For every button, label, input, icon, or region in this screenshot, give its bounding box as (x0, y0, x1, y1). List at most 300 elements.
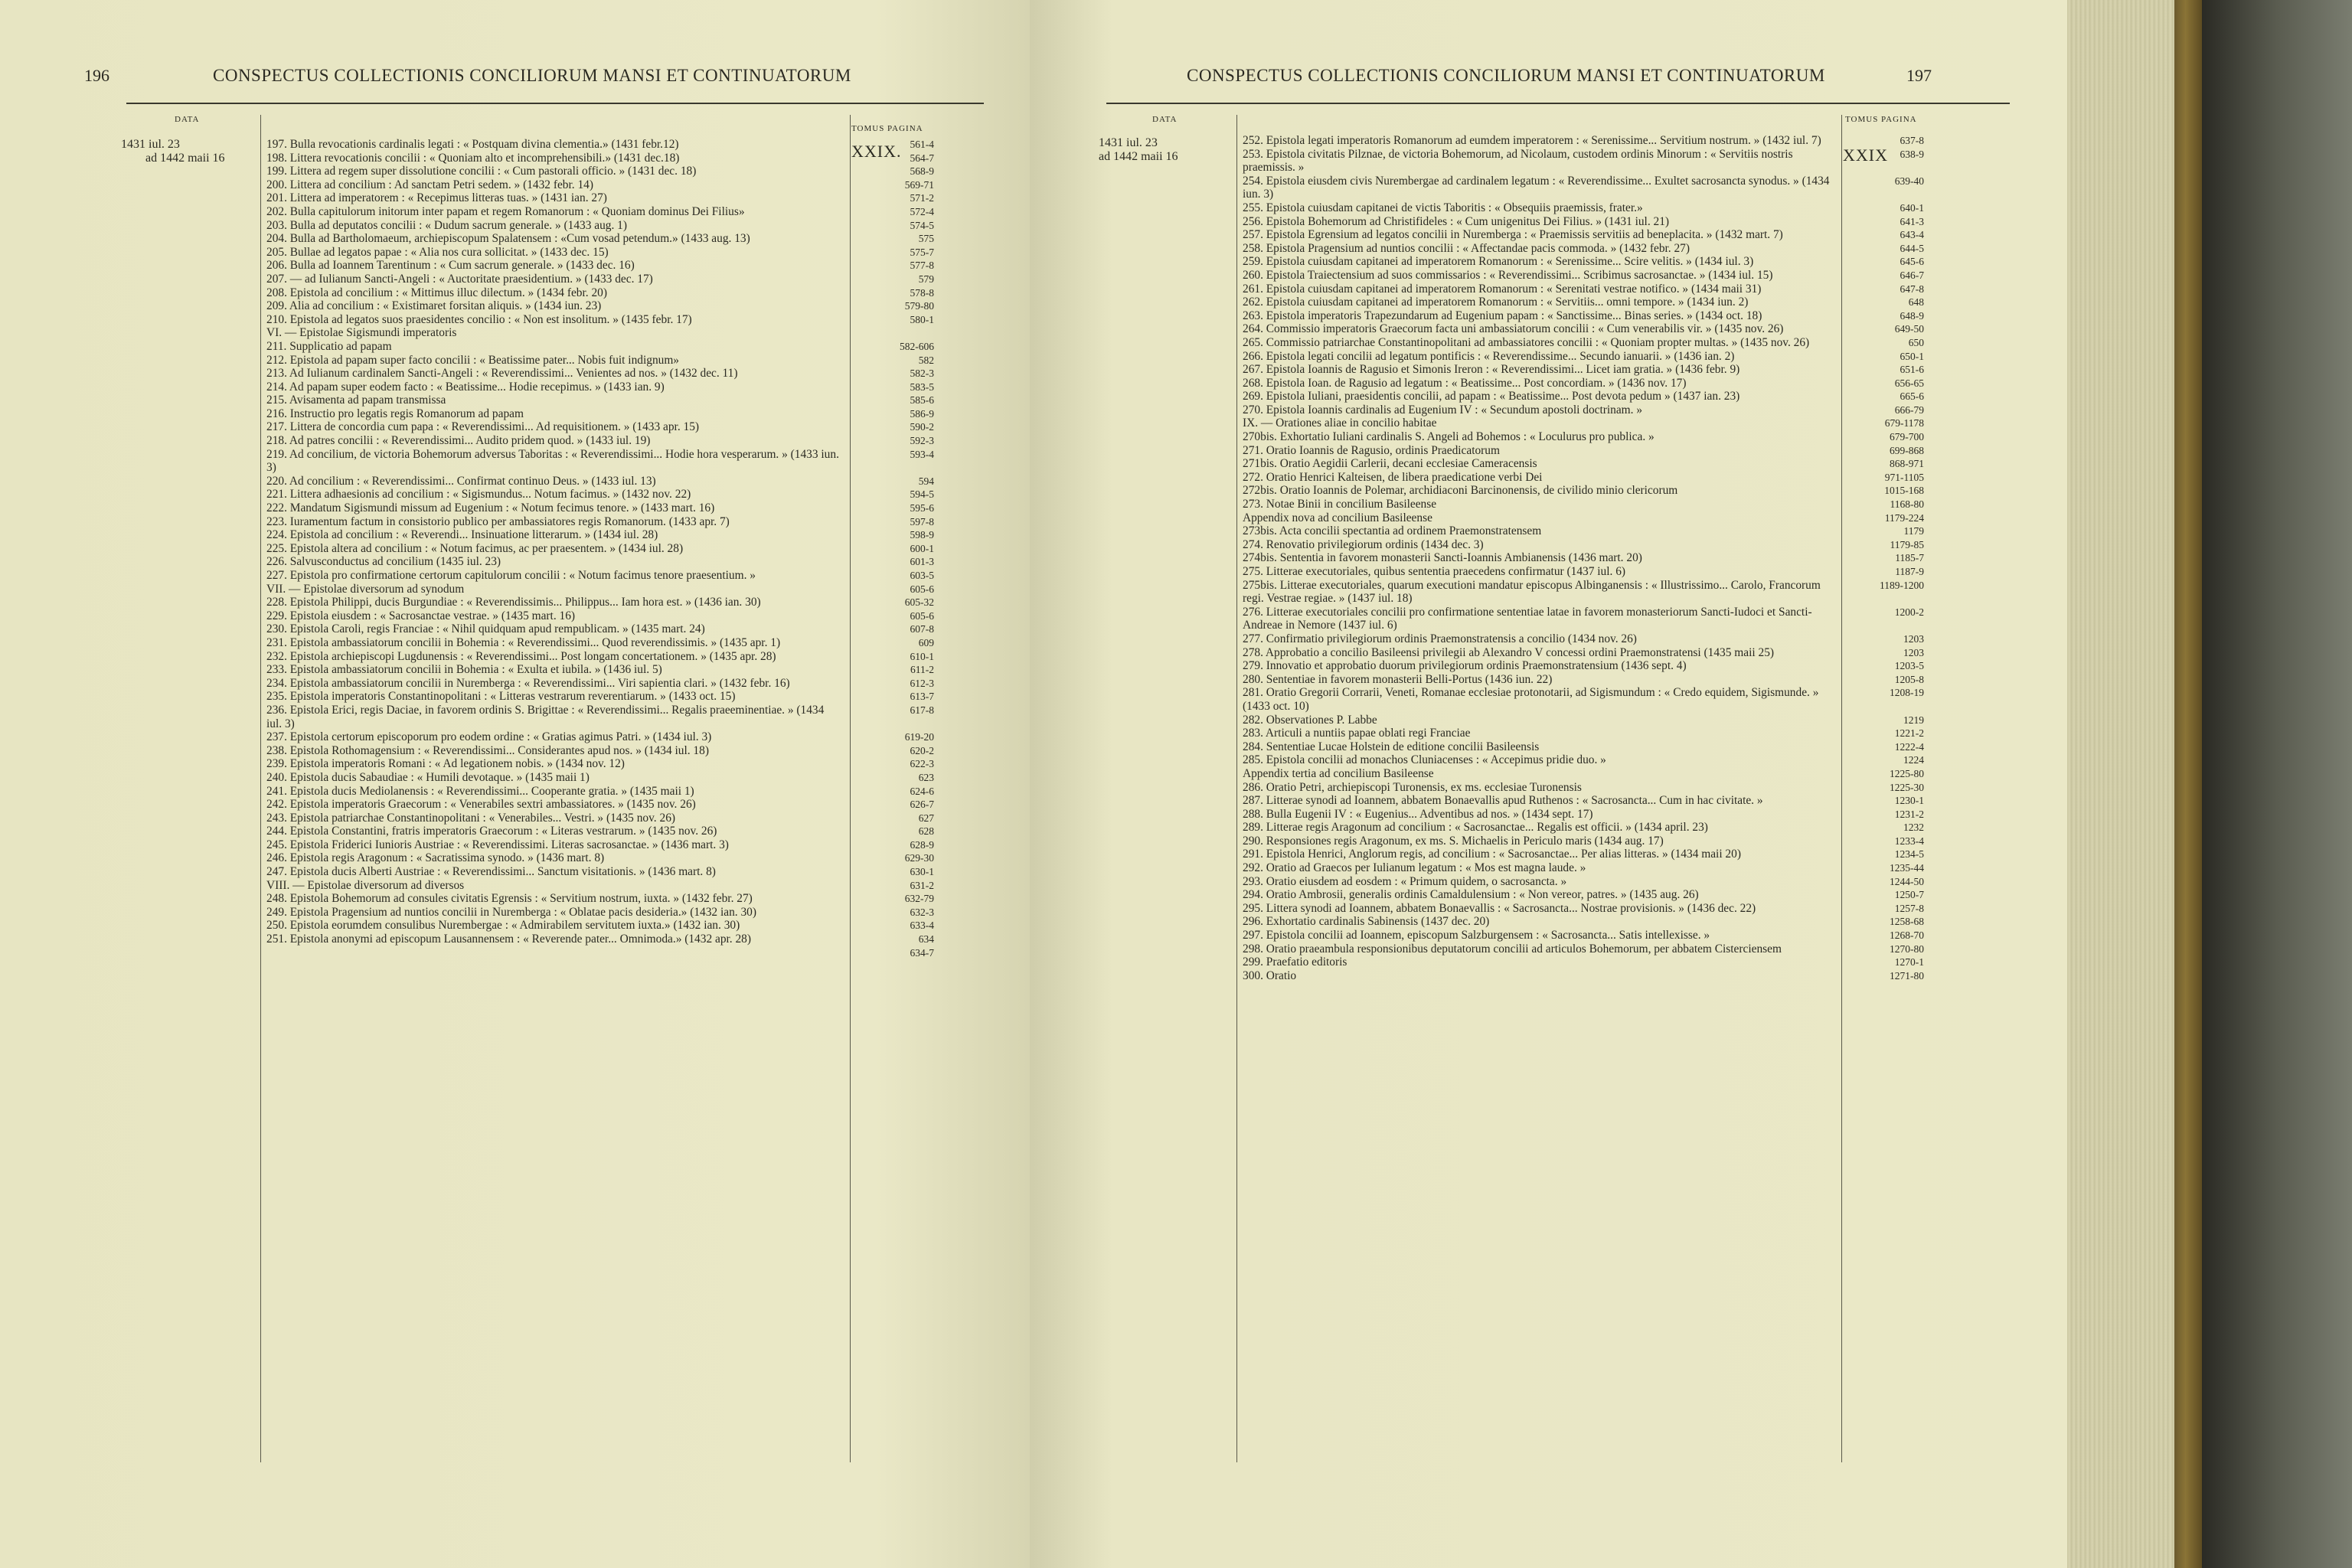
entry-text: 251. Epistola anonymi ad episcopum Lausannensem : « Reverende pater... Omnimoda.» (1432 apr. 28) (266, 933, 752, 946)
catalog-entry (1243, 929, 1924, 942)
entry-page-ref: 561-4 (910, 139, 934, 150)
catalog-entry (1243, 659, 1924, 673)
entry-page-ref: 571-2 (910, 192, 934, 204)
entry-page-ref: 1270-80 (1890, 942, 1924, 955)
entry-page-ref: 568-9 (910, 165, 934, 178)
catalog-entry (1243, 309, 1924, 323)
entry-text: 206. Bulla ad Ioannem Tarentinum : « Cum sacrum generale. » (1433 dec. 16) (266, 259, 635, 273)
entry-page-ref: 626-7 (910, 799, 934, 811)
catalog-entry (266, 838, 934, 852)
entry-text: 217. Littera de concordia cum papa : « Reverendissimi... Ad requisitionem. » (1433 apr. 15) (266, 420, 700, 434)
entry-text: 208. Epistola ad concilium : « Mittimus illuc dilectum. » (1434 febr. 20) (266, 286, 607, 299)
entry-page-ref: 644-5 (1900, 242, 1924, 254)
catalog-entry (1243, 214, 1924, 229)
left-running-title: CONSPECTUS COLLECTIONIS CONCILIORUM MANSI ET CONTINUATORUM (213, 66, 851, 85)
entry-text: IX. — Orationes aliae in concilio habitae (1243, 416, 1437, 430)
entry-page-ref: 605-6 (910, 583, 934, 595)
catalog-entry (1243, 134, 1924, 148)
entry-text: 203. Bulla ad deputatos concilii : « Dudum sacrum generale. » (1433 aug. 1) (266, 218, 628, 232)
entry-page-ref: 597-8 (910, 515, 934, 528)
entry-page-ref: 1225-30 (1890, 781, 1924, 793)
catalog-entry (266, 353, 934, 368)
entry-page-ref: 582-606 (900, 340, 934, 352)
entry-page-ref: 592-3 (910, 435, 934, 447)
catalog-entry (266, 394, 934, 407)
entry-text: 205. Bullae ad legatos papae : « Alia nos cura sollicitat. » (1433 dec. 15) (266, 245, 609, 259)
catalog-entry (266, 488, 934, 501)
left-column-divider (260, 115, 261, 1462)
left-page-number: 196 (84, 66, 109, 85)
catalog-entry (1243, 296, 1924, 309)
catalog-entry (1243, 457, 1924, 471)
entry-page-ref: 572-4 (910, 205, 934, 217)
entry-page-ref: 648-9 (1900, 309, 1924, 322)
right-running-title: CONSPECTUS COLLECTIONIS CONCILIORUM MANSI ET CONTINUATORUM (1187, 66, 1825, 85)
entry-page-ref: 1179-224 (1884, 511, 1924, 524)
entry-text: 275bis. Litterae executoriales, quarum executioni mandatur episcopus Albinganensis : « Illustrissimo... Carolo, Francorum regi. Vestrae regiae. » (1437 iul. 18) (1243, 578, 1821, 606)
entry-text: 233. Epistola ambassiatorum concilii in Bohemia : « Exulta et iubila. » (1436 iul. 5) (266, 663, 662, 677)
entry-page-ref: 575 (918, 233, 934, 245)
entry-page-ref: 593-4 (910, 448, 934, 460)
catalog-entry (1243, 861, 1924, 875)
entry-page-ref: 634 (918, 933, 934, 946)
catalog-entry (1243, 376, 1924, 390)
entry-text: 221. Littera adhaesionis ad concilium : « Sigismundus... Notum facimus. » (1432 nov. 22) (266, 488, 691, 501)
entry-page-ref: 643-4 (1900, 229, 1924, 241)
entry-page-ref: 646-7 (1900, 269, 1924, 281)
entry-page-ref: 640-1 (1900, 201, 1924, 214)
entry-page-ref: 577-8 (910, 260, 934, 272)
catalog-entry (1243, 686, 1924, 713)
entry-page-ref: 630-1 (910, 866, 934, 878)
entry-page-ref: 628-9 (910, 838, 934, 851)
catalog-entry (266, 919, 934, 933)
catalog-entry (1243, 942, 1924, 956)
catalog-entry (1243, 201, 1924, 215)
entry-page-ref: 619-20 (904, 731, 934, 743)
entry-text: 274. Renovatio privilegiorum ordinis (1434 dec. 3) (1243, 537, 1484, 551)
entry-text: 270bis. Exhortatio Iuliani cardinalis S. Angeli ad Bohemos : « Loculurus pro publica. » (1243, 430, 1655, 444)
left-header-rule (126, 103, 984, 104)
entry-page-ref: 647-8 (1900, 283, 1924, 295)
entry-page-ref: 1233-4 (1894, 835, 1924, 847)
entry-text: 284. Sententiae Lucae Holstein de editione concilii Basileensis (1243, 740, 1540, 753)
entry-page-ref: 1185-7 (1895, 552, 1924, 564)
entry-text: 249. Epistola Pragensium ad nuntios concilii in Nuremberga : « Oblatae pacis desideria.» (1432 ian. 30) (266, 905, 756, 919)
catalog-entry (1243, 268, 1924, 283)
entry-page-ref: 605-6 (910, 609, 934, 622)
catalog-entry (266, 407, 934, 421)
entry-page-ref: 1189-1200 (1880, 579, 1924, 591)
left-col-data-heading: DATA (175, 115, 200, 124)
right-tome: XXIX (1843, 145, 1888, 165)
entry-page-ref: 617-8 (910, 704, 934, 716)
catalog-entry (266, 447, 934, 475)
entry-text: 237. Epistola certorum episcoporum pro eodem ordine : « Gratias agimus Patri. » (1434 iul. 3) (266, 730, 712, 744)
entry-text: 228. Epistola Philippi, ducis Burgundiae : « Reverendissimis... Philippus... Iam hora est. » (1436 ian. 30) (266, 596, 761, 609)
catalog-entry (266, 218, 934, 233)
entry-page-ref: 971-1105 (1884, 471, 1924, 483)
entry-text: 218. Ad patres concilii : « Reverendissimi... Audito pridem quod. » (1433 iul. 19) (266, 434, 651, 448)
catalog-entry (266, 165, 934, 178)
entry-text: 293. Oratio eiusdem ad eosdem : « Primum quidem, o sacrosancta. » (1243, 874, 1567, 888)
right-date-from: 1431 iul. 23 (1099, 136, 1158, 149)
entry-text: 274bis. Sententia in favorem monasterii Sancti-Ioannis Ambianensis (1436 mart. 20) (1243, 551, 1642, 565)
entry-text: 270. Epistola Ioannis cardinalis ad Eugenium IV : « Secundum apostoli doctrinam. » (1243, 403, 1643, 416)
right-column-divider (1236, 115, 1237, 1462)
right-col-tomus-heading: TOMUS PAGINA (1845, 115, 1917, 124)
entry-page-ref: 1203 (1903, 646, 1924, 658)
entry-page-ref: 624-6 (910, 785, 934, 797)
catalog-entry (1243, 605, 1924, 632)
catalog-entry (266, 528, 934, 542)
entry-text: 229. Epistola eiusdem : « Sacrosanctae vestrae. » (1435 mart. 16) (266, 609, 576, 622)
entry-text: 276. Litterae executoriales concilii pro confirmatione sententiae latae in favorem monasteriorum Sancti-Iudoci et Sancti-Andreae in Nemore (1437 iul. 6) (1243, 605, 1812, 632)
entry-text: 222. Mandatum Sigismundi missum ad Eugenium : « Notum fecimus tenore. » (1433 mart. 16) (266, 501, 715, 515)
catalog-entry (1243, 780, 1924, 795)
entry-text: 248. Epistola Bohemorum ad consules civitatis Egrensis : « Servitium nostrum, iuxta. » (1432 febr. 27) (266, 892, 753, 906)
entry-text: 198. Littera revocationis concilii : « Quoniam alto et incomprehensibili.» (1431 dec.18) (266, 151, 680, 165)
catalog-entry (266, 514, 934, 529)
entry-text: 223. Iuramentum factum in consistorio publico per ambassiatores regis Romanorum. (1433 apr. 7) (266, 514, 730, 528)
entry-text: VI. — Epistolae Sigismundi imperatoris (266, 326, 457, 340)
catalog-entry (1243, 632, 1924, 646)
entry-text: 281. Oratio Gregorii Corrarii, Veneti, Romanae ecclesiae protonotarii, ad Sigismundum : « Credo equidem, Sigismunde. » (1433 oct. 10) (1243, 686, 1819, 713)
entry-page-ref: 1200-2 (1894, 606, 1924, 618)
entry-text: 259. Epistola cuiusdam capitanei ad imperatorem Romanorum : « Serenissime... Scire velitis. » (1434 iul. 3) (1243, 255, 1754, 269)
catalog-entry (266, 933, 934, 946)
entry-text: 298. Oratio praeambula responsionibus deputatorum concilii ad articulos Bohemorum, per abbatem Cisterciensem (1243, 942, 1782, 956)
entry-page-ref: 579 (918, 273, 934, 285)
entry-text: 225. Epistola altera ad concilium : « Notum facimus, ac per praesentem. » (1434 iul. 28) (266, 541, 684, 555)
entry-page-ref: 622-3 (910, 758, 934, 770)
catalog-entry (266, 825, 934, 838)
entry-text: 197. Bulla revocationis cardinalis legati : « Postquam divina clementia.» (1431 febr.12) (266, 138, 679, 151)
entry-text: 245. Epistola Friderici Iunioris Austriae : « Reverendissimi. Literas sacrosanctae. » (1436 mart. 3) (266, 838, 729, 851)
catalog-entry (1243, 753, 1924, 767)
entry-page-ref: 595-6 (910, 502, 934, 514)
right-date-to: ad 1442 maii 16 (1099, 150, 1178, 163)
entry-text: 214. Ad papam super eodem facto : « Beatissime... Hodie recepimus. » (1433 ian. 9) (266, 380, 665, 394)
catalog-entry (266, 367, 934, 381)
entry-text: 204. Bulla ad Bartholomaeum, archiepiscopum Spalatensem : «Cum vosad petendum.» (1433 aug. 13) (266, 232, 750, 246)
entry-page-ref: 699-868 (1890, 444, 1924, 456)
entry-text: 219. Ad concilium, de victoria Bohemorum adversus Taboritas : « Reverendissimi... Hodie hora vesperarum. » (1433 iun. 3) (266, 447, 839, 475)
entry-page-ref: 574-5 (910, 219, 934, 231)
catalog-entry (1243, 888, 1924, 902)
entry-text: 279. Innovatio et approbatio duorum privilegiorum ordinis Praemonstratensium (1436 sept. 4) (1243, 659, 1687, 673)
catalog-entry (266, 690, 934, 704)
entry-text: 201. Littera ad imperatorem : « Recepimus litteras tuas. » (1431 ian. 27) (266, 191, 607, 205)
catalog-entry (266, 892, 934, 906)
catalog-entry (1243, 335, 1924, 350)
catalog-entry (266, 743, 934, 758)
entry-page-ref: 1168-80 (1890, 498, 1924, 511)
entry-text: 211. Supplicatio ad papam (266, 339, 392, 353)
entry-text: 261. Epistola cuiusdam capitanei ad imperatorem Romanorum : « Serenitati vestrae notifico. » (1434 maii 31) (1243, 282, 1762, 296)
catalog-entry (266, 339, 934, 354)
catalog-entry (1243, 565, 1924, 579)
entry-page-ref: 1221-2 (1894, 727, 1924, 740)
catalog-entry (266, 434, 934, 448)
entry-text: 226. Salvusconductus ad concilium (1435 iul. 23) (266, 555, 501, 569)
entry-page-ref: 1015-168 (1884, 485, 1924, 497)
catalog-entry (266, 541, 934, 556)
catalog-entry (1243, 713, 1924, 727)
entry-page-ref: 649-50 (1894, 323, 1924, 335)
catalog-entry (1243, 848, 1924, 861)
right-page (1030, 0, 2067, 1568)
entry-text: 235. Epistola imperatoris Constantinopolitani : « Litteras vestrarum reverentiarum. » (1433 oct. 15) (266, 690, 736, 704)
entry-text: 283. Articuli a nuntiis papae oblati regi Franciae (1243, 727, 1471, 740)
catalog-entry (1243, 390, 1924, 403)
entry-page-ref: 1187-9 (1895, 566, 1924, 577)
catalog-entry (266, 596, 934, 609)
entry-text: 202. Bulla capitulorum initorum inter papam et regem Romanorum : « Quoniam dominus Dei Filius» (266, 204, 745, 218)
entry-page-ref: 564-7 (910, 152, 934, 164)
entry-text: 288. Bulla Eugenii IV : « Eugenius... Adventibus ad nos. » (1434 sept. 17) (1243, 807, 1593, 821)
entry-text: 289. Litterae regis Aragonum ad concilium : « Sacrosanctae... Regalis est officii. » (1434 april. 23) (1243, 821, 1708, 835)
entry-page-ref: 623 (918, 771, 934, 783)
catalog-entry (1243, 766, 1924, 781)
catalog-entry (266, 663, 934, 677)
left-page (0, 0, 1030, 1568)
entry-page-ref: 1179 (1903, 525, 1924, 537)
entry-text: 265. Commissio patriarchae Constantinopolitani ad ambassiatores concilii : « Quoniam propter multas. » (1435 nov. 26) (1243, 335, 1810, 349)
catalog-entry (266, 555, 934, 569)
entry-page-ref: 600-1 (910, 542, 934, 554)
left-col-tomus-heading: TOMUS PAGINA (851, 124, 923, 133)
entry-page-ref: 638-9 (1900, 148, 1924, 160)
entry-text: 278. Approbatio a concilio Basileensi privilegii ab Alexandro V concessi ordini Praemonstratensi (1435 maii 25) (1243, 645, 1775, 659)
entry-text: 236. Epistola Erici, regis Daciae, in favorem ordinis S. Brigittae : « Reverendissimi... Regalis praeeminentiae. » (1434 iul. 3) (266, 703, 825, 730)
catalog-entry (1243, 915, 1924, 929)
entry-text: 250. Epistola eorumdem consulibus Nurembergae : « Admirabilem servitutem iuxta.» (1432 ian. 30) (266, 919, 740, 933)
entry-page-ref: 575-7 (910, 246, 934, 258)
catalog-entry (266, 204, 934, 219)
entry-text: 231. Epistola ambassiatorum concilii in Bohemia : « Reverendissimi... Quod reverendissimis. » (1435 apr. 1) (266, 635, 781, 649)
entry-text: 268. Epistola Ioan. de Ragusio ad legatum : « Beatissime... Post concordiam. » (1436 nov. 17) (1243, 376, 1687, 390)
entry-page-ref: 612-3 (910, 677, 934, 689)
entry-text: 240. Epistola ducis Sabaudiae : « Humili devotaque. » (1435 maii 1) (266, 770, 590, 784)
entry-text: 232. Epistola archiepiscopi Lugdunensis : « Reverendissimi... Post longam concertationem. » (1435 apr. 28) (266, 649, 776, 663)
catalog-entry (1243, 794, 1924, 808)
entry-page-ref: 601-3 (910, 556, 934, 568)
entry-text: 212. Epistola ad papam super facto concilii : « Beatissime pater... Nobis fuit indignum» (266, 353, 679, 367)
entry-text: 269. Epistola Iuliani, praesidentis concilii, ad papam : « Beatissime... Post devota pedum » (1437 ian. 23) (1243, 390, 1740, 403)
catalog-entry (266, 770, 934, 785)
entry-text: 255. Epistola cuiusdam capitanei de victis Taboritis : « Obsequiis praemissis, frater.» (1243, 201, 1643, 214)
catalog-entry (266, 259, 934, 273)
catalog-entry (266, 286, 934, 300)
entry-page-ref: 585-6 (910, 394, 934, 407)
entry-page-ref: 1250-7 (1894, 889, 1924, 901)
entry-page-ref: 666-79 (1894, 403, 1924, 416)
catalog-entry (266, 582, 934, 596)
entry-page-ref: 607-8 (910, 623, 934, 635)
entry-page-ref: 627 (918, 812, 934, 824)
entry-text: 292. Oratio ad Graecos per Iulianum legatum : « Mos est magna laude. » (1243, 861, 1586, 875)
entry-page-ref: 628 (918, 825, 934, 838)
catalog-entry (1243, 470, 1924, 485)
entry-page-ref: 650 (1908, 336, 1924, 348)
catalog-entry (266, 501, 934, 515)
catalog-entry (1243, 537, 1924, 552)
entry-page-ref: 868-971 (1890, 458, 1924, 470)
catalog-entry (266, 609, 934, 623)
catalog-entry (1243, 807, 1924, 822)
catalog-entry (1243, 484, 1924, 498)
catalog-entry (1243, 551, 1924, 565)
entry-text: 260. Epistola Traiectensium ad suos commissarios : « Reverendissimi... Scribimus sacrosanctae. » (1434 iul. 15) (1243, 268, 1773, 282)
entry-text: 210. Epistola ad legatos suos praesidentes concilio : « Non est insolitum. » (1435 febr. 17) (266, 312, 692, 326)
entry-text: 275. Litterae executoriales, quibus sententia praecedens confirmatur (1437 iul. 6) (1243, 565, 1626, 578)
entry-page-ref: 580-1 (910, 313, 934, 325)
entry-page-ref: 1205-8 (1894, 673, 1924, 685)
entry-page-ref: 620-2 (910, 744, 934, 756)
entry-text: 256. Epistola Bohemorum ad Christifideles : « Cum unigenitus Dei Filius. » (1431 iul. 21) (1243, 214, 1670, 228)
entry-page-ref: 603-5 (910, 570, 934, 581)
catalog-entry (1243, 255, 1924, 269)
entry-text: 280. Sententiae in favorem monasterii Belli-Portus (1436 iun. 22) (1243, 672, 1553, 686)
catalog-entry (1243, 578, 1924, 606)
entry-page-ref: 633-4 (910, 920, 934, 932)
entry-page-ref: 650-1 (1900, 350, 1924, 362)
entry-page-ref: 634-7 (910, 946, 934, 959)
entry-page-ref: 632-3 (910, 906, 934, 918)
entry-text: 272bis. Oratio Ioannis de Polemar, archidiaconi Barcinonensis, de civilido minio clericorum (1243, 484, 1678, 498)
entry-text: 230. Epistola Caroli, regis Franciae : « Nihil quidquam apud rempublicam. » (1435 mart. 24) (266, 622, 705, 636)
entry-text: 213. Ad Iulianum cardinalem Sancti-Angeli : « Reverendissimi... Venientes ad nos. » (1432 dec. 11) (266, 367, 738, 381)
entry-page-ref: 1234-5 (1894, 848, 1924, 861)
entry-text: 263. Epistola imperatoris Trapezundarum ad Eugenium papam : « Sanctissime... Binas series. » (1434 oct. 18) (1243, 309, 1762, 322)
catalog-entry (266, 676, 934, 691)
entry-page-ref: 1258-68 (1890, 916, 1924, 928)
entry-page-ref: 1232 (1903, 822, 1924, 834)
entry-text: 295. Littera synodi ad Ioannem, abbatem Bonaevallis : « Sacrosancta... Nostrae provisionis. » (1436 dec. 22) (1243, 901, 1756, 915)
entry-text: 244. Epistola Constantini, fratris imperatoris Graecorum : « Literas vestrarum. » (1435 nov. 26) (266, 825, 717, 838)
entry-page-ref: 613-7 (910, 691, 934, 703)
catalog-entry (1243, 174, 1924, 201)
entry-page-ref: 586-9 (910, 407, 934, 420)
catalog-entry (266, 178, 934, 192)
book-cover-edge (2174, 0, 2202, 1568)
catalog-entry (266, 865, 934, 879)
entry-text: 272. Oratio Henrici Kalteisen, de libera praedicatione verbi Dei (1243, 470, 1543, 484)
catalog-entry (266, 326, 842, 340)
entry-text: 252. Epistola legati imperatoris Romanorum ad eumdem imperatorem : « Serenissime... Servitium nostrum. » (1432 iul. 7) (1243, 134, 1821, 147)
entry-text: 207. — ad Iulianum Sancti-Angeli : « Auctoritate praesidentium. » (1433 dec. 17) (266, 272, 653, 286)
catalog-entry (266, 312, 934, 327)
entry-page-ref: 1222-4 (1894, 740, 1924, 753)
catalog-entry (266, 798, 934, 812)
entry-text: 262. Epistola cuiusdam capitanei ad imperatorem Romanorum : « Servitiis... omni tempore. » (1434 iun. 2) (1243, 296, 1749, 309)
entry-text: 199. Littera ad regem super dissolutione concilii : « Cum pastorali officio. » (1431 dec. 18) (266, 165, 697, 178)
entry-page-ref: 579-80 (904, 300, 934, 312)
entry-page-ref: 641-3 (1900, 215, 1924, 227)
entry-text: 243. Epistola patriarchae Constantinopolitani : « Venerabiles... Vestri. » (1435 nov. 26) (266, 811, 676, 825)
entry-page-ref: 582 (918, 354, 934, 366)
entry-text: 294. Oratio Ambrosii, generalis ordinis Camaldulensium : « Non vereor, patres. » (1435 aug. 26) (1243, 888, 1699, 902)
catalog-entry (266, 380, 934, 394)
catalog-entry (266, 730, 934, 744)
entry-page-ref: 1268-70 (1890, 929, 1924, 942)
catalog-entry (1243, 228, 1924, 242)
catalog-entry (266, 232, 934, 246)
entry-page-ref: 610-1 (910, 650, 934, 662)
entry-page-ref: 1219 (1903, 714, 1924, 726)
entry-text: 267. Epistola Ioannis de Ragusio et Simonis Ireron : « Reverendissimi... Licet iam gratia. » (1436 febr. 9) (1243, 363, 1740, 377)
entry-page-ref: 631-2 (910, 879, 934, 891)
entry-text: 239. Epistola imperatoris Romani : « Ad legationem nobis. » (1434 nov. 12) (266, 757, 625, 771)
catalog-entry (1243, 241, 1924, 256)
entry-text: 296. Exhortatio cardinalis Sabinensis (1437 dec. 20) (1243, 915, 1490, 929)
entry-text: 299. Praefatio editoris (1243, 956, 1348, 969)
entry-page-ref: 679-1178 (1884, 417, 1924, 430)
entry-text: 266. Epistola legati concilii ad legatum pontificis : « Reverendissime... Secundo ianuarii. » (1436 ian. 2) (1243, 349, 1735, 363)
entry-page-ref: 590-2 (910, 421, 934, 433)
entry-text: 285. Epistola concilii ad monachos Cluniacenses : « Accepimus pridie duo. » (1243, 753, 1606, 767)
entry-text: Appendix nova ad concilium Basileense (1243, 511, 1432, 524)
entry-text: 238. Epistola Rothomagensium : « Reverendissimi... Considerantes apud nos. » (1434 iul. 18) (266, 743, 709, 757)
catalog-entry (266, 635, 934, 650)
background-shadow (2202, 0, 2352, 1568)
catalog-entry (1243, 645, 1924, 660)
entry-text: 257. Epistola Egrensium ad legatos concilii in Nuremberga : « Praemissis servitiis ad beneplacita. » (1432 mart. 7) (1243, 228, 1783, 242)
catalog-entry (1243, 524, 1924, 538)
catalog-entry (266, 649, 934, 664)
catalog-entry (1243, 430, 1924, 444)
right-col-data-heading: DATA (1152, 115, 1178, 124)
entry-text: 258. Epistola Pragensium ad nuntios concilii : « Affectandae pacis commoda. » (1432 febr. 27) (1243, 241, 1690, 255)
entry-page-ref: 645-6 (1900, 256, 1924, 268)
entry-page-ref: 583-5 (910, 381, 934, 393)
catalog-entry (1243, 322, 1924, 336)
catalog-entry (266, 420, 934, 434)
entry-page-ref: 679-700 (1890, 431, 1924, 443)
entry-page-ref: 665-6 (1900, 390, 1924, 403)
entry-text: 241. Epistola ducis Mediolanensis : « Reverendissimi... Cooperante gratia. » (1435 maii 1) (266, 784, 694, 798)
entry-page-ref: 1270-1 (1894, 956, 1924, 969)
entry-text: 227. Epistola pro confirmatione certorum capitulorum concilii : « Notum facimus tenore praesentium. » (266, 569, 756, 582)
catalog-entry (266, 474, 934, 488)
entry-text: VIII. — Epistolae diversorum ad diversos (266, 878, 465, 892)
entry-text: Appendix tertia ad concilium Basileense (1243, 766, 1434, 780)
entry-page-ref: 1271-80 (1890, 969, 1924, 982)
catalog-entry (1243, 511, 1924, 525)
entry-page-ref: 1230-1 (1894, 795, 1924, 807)
catalog-entry (266, 245, 934, 260)
catalog-entry (266, 299, 934, 313)
entry-text: 215. Avisamenta ad papam transmissa (266, 394, 446, 407)
catalog-entry (266, 757, 934, 771)
catalog-entry (266, 784, 934, 799)
catalog-entry (1243, 969, 1924, 983)
right-header-rule (1106, 103, 2010, 104)
entry-page-ref: 598-9 (910, 529, 934, 541)
catalog-entry (1243, 282, 1924, 296)
catalog-entry (1243, 403, 1924, 417)
catalog-entry (266, 851, 934, 865)
entry-page-ref: 582-3 (910, 368, 934, 380)
catalog-entry (266, 811, 934, 825)
entry-page-ref: 611-2 (910, 664, 934, 676)
catalog-entry (1243, 672, 1924, 687)
entry-page-ref: 609 (918, 636, 934, 648)
entry-text: 282. Observationes P. Labbe (1243, 713, 1377, 727)
entry-text: 273. Notae Binii in concilium Basileense (1243, 498, 1437, 511)
entry-text: 224. Epistola ad concilium : « Reverendi... Insinuatione litterarum. » (1434 iul. 28) (266, 528, 658, 542)
